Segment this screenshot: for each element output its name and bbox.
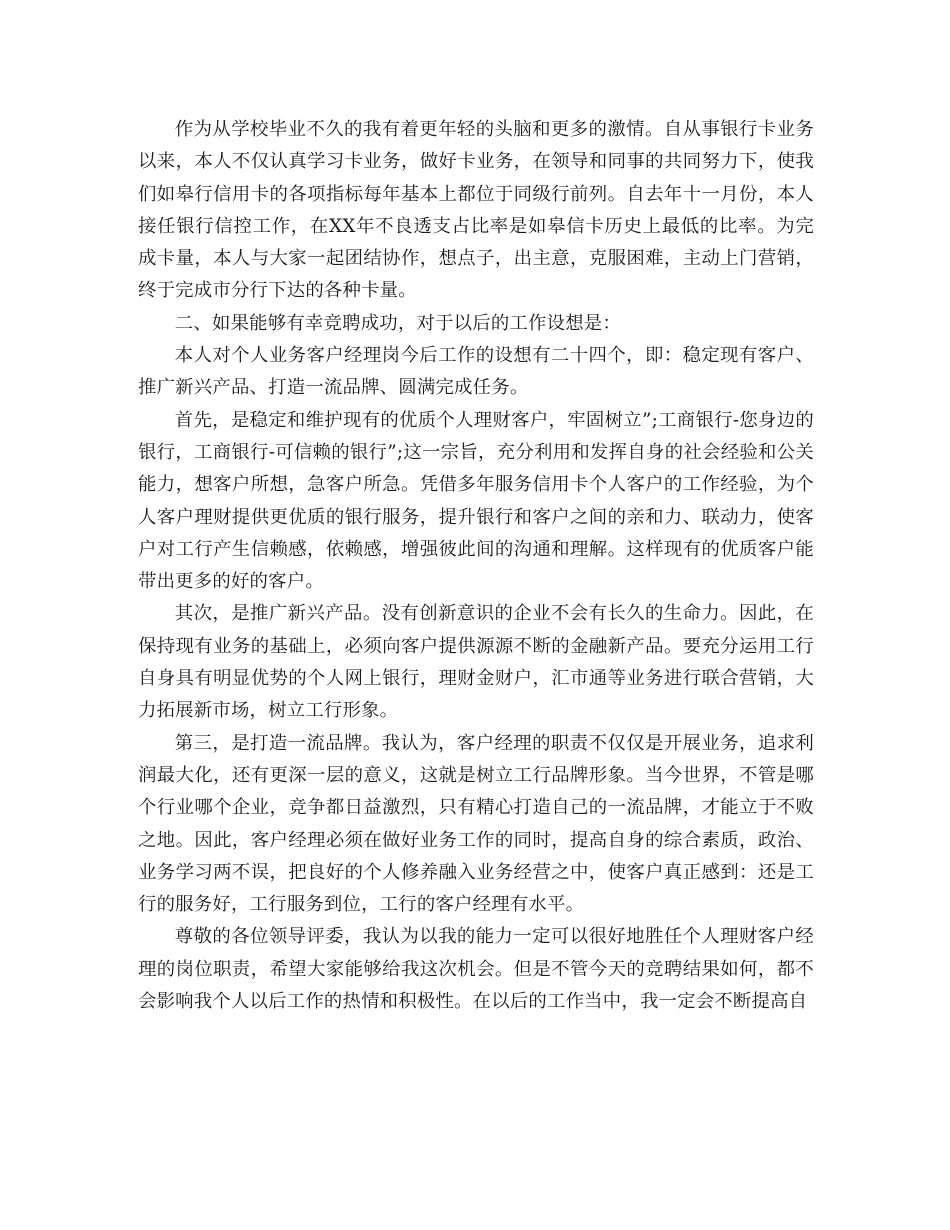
document-body <box>138 114 814 1018</box>
paragraph-first-point: 首先，是稳定和维护现有的优质个人理财客户，牢固树立”;工商银行-您身边的银行，工商银行-可信赖的银行”;这一宗旨，充分利用和发挥自身的社会经验和公关能力，想客户所想，急客户所急。凭借多年服务信用卡个人客户的工作经验，为个人客户理财提供更优质的银行服务，提升银行和客户之间的亲和力、联动力，使客户对工行产生信赖感，依赖感，增强彼此间的沟通和理解。这样现有的优质客户能带出更多的好的客户。 <box>138 409 814 593</box>
paragraph-third-point: 第三，是打造一流品牌。我认为，客户经理的职责不仅仅是开展业务，追求利润最大化，还有更深一层的意义，这就是树立工行品牌形象。当今世界，不管是哪个行业哪个企业，竞争都日益激烈，只有精心打造自己的一流品牌，才能立于不败之地。因此，客户经理必须在做好业务工作的同时，提高自身的综合素质，政治、业务学习两不误，把良好的个人修养融入业务经营之中，使客户真正感到：还是工行的服务好，工行服务到位，工行的客户经理有水平。 <box>138 732 814 916</box>
paragraph-second-point: 其次，是推广新兴产品。没有创新意识的企业不会有长久的生命力。因此，在保持现有业务的基础上，必须向客户提供源源不断的金融新产品。要充分运用工行自身具有明显优势的个人网上银行，理财金财户，汇市通等业务进行联合营销，大力拓展新市场，树立工行形象。 <box>138 603 814 722</box>
paragraph-closing: 尊敬的各位领导评委，我认为以我的能力一定可以很好地胜任个人理财客户经理的岗位职责，希望大家能够给我这次机会。但是不管今天的竞聘结果如何，都不会影响我个人以后工作的热情和积极性。在以后的工作当中，我一定会不断提高自 <box>138 926 814 1013</box>
paragraph-section-heading: 二、如果能够有幸竞聘成功，对于以后的工作设想是： <box>174 312 621 334</box>
paragraph-work-plan: 本人对个人业务客户经理岗今后工作的设想有二十四个，即：稳定现有客户、推广新兴产品、打造一流品牌、圆满完成任务。 <box>138 345 814 399</box>
paragraph-experience: 作为从学校毕业不久的我有着更年轻的头脑和更多的激情。自从事银行卡业务以来，本人不仅认真学习卡业务，做好卡业务，在领导和同事的共同努力下，使我们如皋行信用卡的各项指标每年基本上都位于同级行前列。自去年十一月份，本人接任银行信控工作，在XX年不良透支占比率是如皋信卡历史上最低的比率。为完成卡量，本人与大家一起团结协作，想点子，出主意，克服困难，主动上门营销，终于完成市分行下达的各种卡量。 <box>138 119 814 302</box>
